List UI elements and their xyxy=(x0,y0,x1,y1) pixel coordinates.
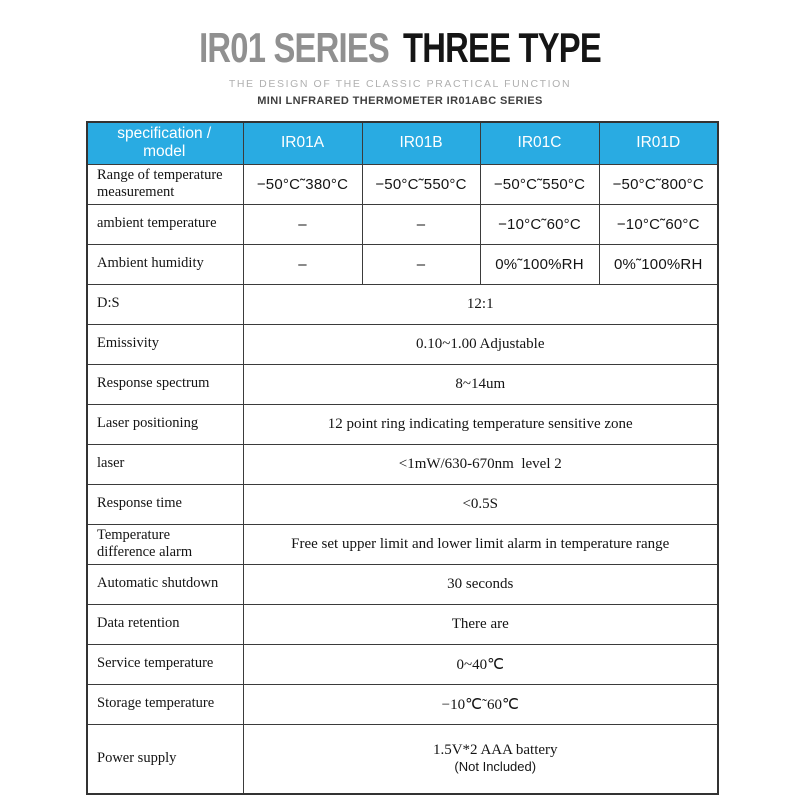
table-row-temperature-range xyxy=(87,164,718,204)
table-row-service-temperature xyxy=(87,644,718,684)
row-label: Ambient humidity xyxy=(87,244,243,284)
model-header-ir01a: IR01A xyxy=(243,122,362,164)
title-series: IR01 SERIES xyxy=(199,24,389,71)
table-row-data-retention xyxy=(87,604,718,644)
table-row-temperature-difference-alarm xyxy=(87,524,718,564)
corner-header-cell: specification / model xyxy=(87,122,243,164)
value-cell: −50°C˜550°C xyxy=(480,164,599,204)
table-row-ambient-humidity xyxy=(87,244,718,284)
power-supply-value: 1.5V*2 AAA battery xyxy=(432,741,558,758)
row-label: Service temperature xyxy=(87,644,243,684)
row-label: Laser positioning xyxy=(87,404,243,444)
power-supply-note: (Not Included) xyxy=(454,758,537,774)
row-label: Automatic shutdown xyxy=(87,564,243,604)
row-label: Response spectrum xyxy=(87,364,243,404)
subtitle-product: MINI LNFRARED THERMOMETER IR01ABC SERIES xyxy=(257,95,543,107)
row-label: Emissivity xyxy=(87,324,243,364)
page-title xyxy=(88,24,712,71)
table-row-response-spectrum xyxy=(87,364,718,404)
model-header-ir01b: IR01B xyxy=(362,122,480,164)
table-row-ds-ratio xyxy=(87,284,718,324)
value-cell: 0%˜100%RH xyxy=(599,244,718,284)
value-cell: – xyxy=(362,244,480,284)
row-label: Temperature difference alarm xyxy=(87,524,243,564)
title-type: THREE TYPE xyxy=(403,24,601,71)
value-cell: 12 point ring indicating temperature sensitive zone xyxy=(243,404,718,444)
table-row-power-supply xyxy=(87,724,718,794)
row-label: Response time xyxy=(87,484,243,524)
value-cell: −10°C˜60°C xyxy=(599,204,718,244)
row-label: D:S xyxy=(87,284,243,324)
value-cell: 12:1 xyxy=(243,284,718,324)
table-row-laser-positioning xyxy=(87,404,718,444)
model-header-ir01c: IR01C xyxy=(480,122,599,164)
row-label: ambient temperature xyxy=(87,204,243,244)
table-row-ambient-temperature xyxy=(87,204,718,244)
value-cell: −50°C˜380°C xyxy=(243,164,362,204)
value-cell: 30 seconds xyxy=(243,564,718,604)
table-row-emissivity xyxy=(87,324,718,364)
value-cell: −50°C˜550°C xyxy=(362,164,480,204)
value-cell: 8~14um xyxy=(243,364,718,404)
value-cell: 0~40℃ xyxy=(243,644,718,684)
row-label: Storage temperature xyxy=(87,684,243,724)
model-header-ir01d: IR01D xyxy=(599,122,718,164)
value-cell: Free set upper limit and lower limit alarm in temperature range xyxy=(243,524,718,564)
value-cell: <0.5S xyxy=(243,484,718,524)
row-label: Power supply xyxy=(87,724,243,794)
value-cell: – xyxy=(243,244,362,284)
value-cell: −50°C˜800°C xyxy=(599,164,718,204)
value-cell xyxy=(243,724,718,794)
value-cell: 0.10~1.00 Adjustable xyxy=(243,324,718,364)
row-label: Data retention xyxy=(87,604,243,644)
value-cell: – xyxy=(362,204,480,244)
spec-table xyxy=(86,121,719,795)
value-cell: −10℃˜60℃ xyxy=(243,684,718,724)
table-header-row xyxy=(87,122,718,164)
value-cell: – xyxy=(243,204,362,244)
table-row-laser xyxy=(87,444,718,484)
value-cell: <1mW/630-670nm level 2 xyxy=(243,444,718,484)
value-cell: 0%˜100%RH xyxy=(480,244,599,284)
row-label: Range of temperature measurement xyxy=(87,164,243,204)
value-cell: There are xyxy=(243,604,718,644)
table-row-storage-temperature xyxy=(87,684,718,724)
row-label: laser xyxy=(87,444,243,484)
table-row-automatic-shutdown xyxy=(87,564,718,604)
subtitle-design: THE DESIGN OF THE CLASSIC PRACTICAL FUNCTION xyxy=(228,78,572,90)
value-cell: −10°C˜60°C xyxy=(480,204,599,244)
table-row-response-time xyxy=(87,484,718,524)
